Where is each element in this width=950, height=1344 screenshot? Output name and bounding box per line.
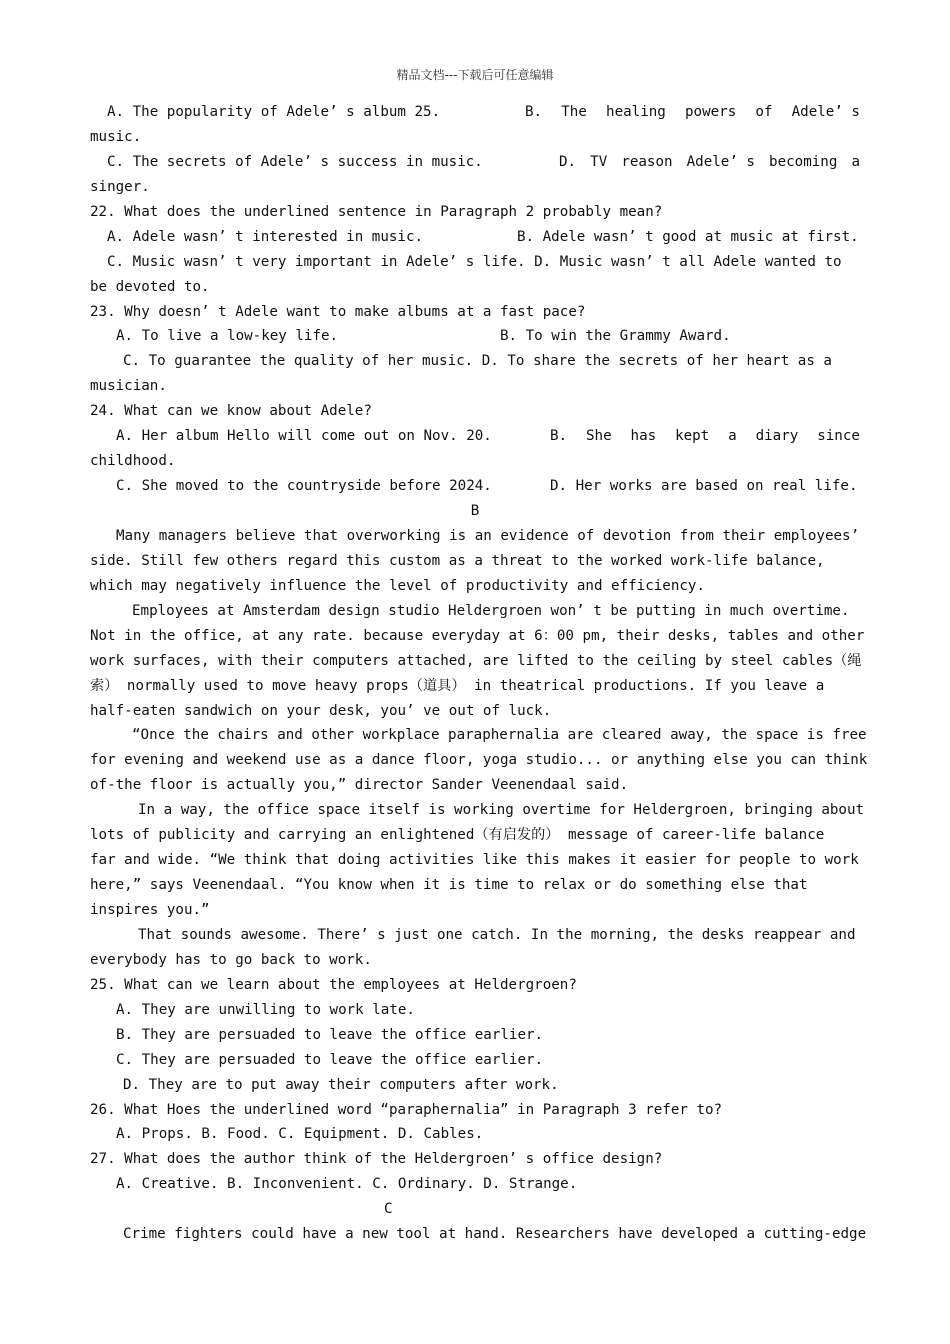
word: reason xyxy=(621,153,673,170)
page-header: 精品文档---下载后可任意编辑 xyxy=(396,68,554,82)
q25-option-d: D. They are to put away their computers after work. xyxy=(123,1076,559,1093)
q22-option-b: B. Adele wasn’ t good at music at first. xyxy=(517,228,859,245)
passage-b-line: inspires you.” xyxy=(90,902,210,918)
word: TV xyxy=(590,153,608,170)
q21-cd-line xyxy=(90,150,860,175)
q22-stem: 22. What does the underlined sentence in Paragraph 2 probably mean? xyxy=(90,203,663,220)
passage-b-line: everybody has to go back to work. xyxy=(90,951,372,968)
q22-cd-line: C. Music wasn’ t very important in Adele’ s life. D. Music wasn’ t all Adele wanted to xyxy=(107,253,842,270)
q21-option-b xyxy=(525,100,860,125)
q21-option-d xyxy=(559,150,860,175)
q22-cd-cont: be devoted to. xyxy=(90,278,210,295)
word: a xyxy=(728,428,737,445)
q26-stem-pre: 26. What Hoes the underlined word xyxy=(90,1101,381,1118)
q23-cd-cont: musician. xyxy=(90,378,167,395)
q24-ab-line xyxy=(90,424,860,449)
word: becoming xyxy=(769,153,838,170)
passage-b-line: lots of publicity and carrying an enlightened（有启发的） message of career-life balance xyxy=(90,827,825,844)
q24-option-d: D. Her works are based on real life. xyxy=(550,478,858,495)
q22-ab-line xyxy=(90,225,860,250)
q24-cd-line xyxy=(90,474,860,499)
word: of xyxy=(755,104,773,120)
passage-b-line: Many managers believe that overworking is an evidence of devotion from their employees’ xyxy=(116,527,860,544)
word: diary xyxy=(755,428,799,445)
word: Adele’ s xyxy=(686,153,755,170)
passage-c-line: Crime fighters could have a new tool at hand. Researchers have developed a cutting-edge xyxy=(123,1226,867,1243)
q23-option-a: A. To live a low-key life. xyxy=(116,328,339,345)
word: healing xyxy=(606,104,666,120)
q24-option-b-cont: childhood. xyxy=(90,453,176,470)
word: D. xyxy=(559,153,577,170)
q24-option-c: C. She moved to the countryside before 2024. xyxy=(116,478,492,495)
q25-option-b: B. They are persuaded to leave the office earlier. xyxy=(116,1026,544,1043)
q27-options: A. Creative. B. Inconvenient. C. Ordinary. D. Strange. xyxy=(116,1176,578,1193)
passage-b-line: That sounds awesome. There’ s just one catch. In the morning, the desks reappear and xyxy=(138,926,856,943)
q24-option-b xyxy=(550,424,860,449)
passage-b-line: for evening and weekend use as a dance floor, yoga studio... or anything else you can think xyxy=(90,752,868,769)
word: Adele’ s xyxy=(791,104,860,120)
q26-underlined-word: “paraphernalia” xyxy=(380,1101,509,1118)
word: B. xyxy=(525,104,543,120)
passage-b-line: here,” says Veenendaal. “You know when it is time to relax or do something else that xyxy=(90,877,808,894)
section-heading-c: C xyxy=(384,1201,393,1218)
word: kept xyxy=(675,428,710,445)
word: She xyxy=(586,428,612,445)
q25-stem: 25. What can we learn about the employees at Heldergroen? xyxy=(90,976,577,993)
word: powers xyxy=(684,104,737,120)
q23-option-b: B. To win the Grammy Award. xyxy=(500,328,731,345)
q21-option-c: C. The secrets of Adele’ s success in music. xyxy=(107,153,483,170)
word: B. xyxy=(550,428,568,445)
passage-b-line: In a way, the office space itself is working overtime for Heldergroen, bringing about xyxy=(138,802,865,819)
q21-option-d-cont: singer. xyxy=(90,178,150,195)
q26-options: A. Props. B. Food. C. Equipment. D. Cables. xyxy=(116,1126,484,1143)
q24-option-a: A. Her album Hello will come out on Nov. 20. xyxy=(116,428,492,445)
q25-option-c: C. They are persuaded to leave the office earlier. xyxy=(116,1051,544,1068)
q26-stem-post: in Paragraph 3 refer to? xyxy=(508,1101,723,1118)
passage-b-line: far and wide. “We think that doing activities like this makes it easier for people to work xyxy=(90,852,859,869)
q21-ab-line xyxy=(90,100,860,125)
q23-cd-line: C. To guarantee the quality of her music. D. To share the secrets of her heart as a xyxy=(123,353,832,370)
passage-b-line: of-the floor is actually you,” director Sander Veenendaal said. xyxy=(90,777,629,794)
passage-b-line: 索） normally used to move heavy props（道具） in theatrical productions. If you leave a xyxy=(90,677,825,694)
passage-b-line: Not in the office, at any rate. because everyday at 6：00 pm, their desks, tables and other xyxy=(90,627,865,644)
passage-b-line: which may negatively influence the level of productivity and efficiency. xyxy=(90,577,705,594)
passage-b-line: “Once the chairs and other workplace paraphernalia are cleared away, the space is free xyxy=(132,727,867,744)
q23-stem: 23. Why doesn’ t Adele want to make albums at a fast pace? xyxy=(90,303,586,320)
word: has xyxy=(630,428,657,445)
q22-option-a: A. Adele wasn’ t interested in music. xyxy=(107,228,424,245)
q21-option-a: A. The popularity of Adele’ s album 25. xyxy=(107,104,441,120)
word: a xyxy=(851,153,860,170)
word: since xyxy=(817,428,860,445)
passage-b-line: side. Still few others regard this custom as a threat to the worked work-life balance, xyxy=(90,552,825,569)
word: The xyxy=(561,104,587,120)
q21-option-b-cont: music. xyxy=(90,128,142,145)
passage-b-line: Employees at Amsterdam design studio Heldergroen won’ t be putting in much overtime. xyxy=(132,602,850,619)
q24-stem: 24. What can we know about Adele? xyxy=(90,403,372,420)
document-body xyxy=(90,100,868,1247)
passage-b-line: work surfaces, with their computers attached, are lifted to the ceiling by steel cables（绳 xyxy=(90,652,862,669)
q23-ab-line xyxy=(90,324,860,349)
passage-b-line: half-eaten sandwich on your desk, you’ ve out of luck. xyxy=(90,702,552,719)
q25-option-a: A. They are unwilling to work late. xyxy=(116,1001,415,1018)
section-heading-b: B xyxy=(470,503,480,519)
q27-stem: 27. What does the author think of the Heldergroen’ s office design? xyxy=(90,1151,663,1168)
q26-stem xyxy=(90,1098,860,1123)
